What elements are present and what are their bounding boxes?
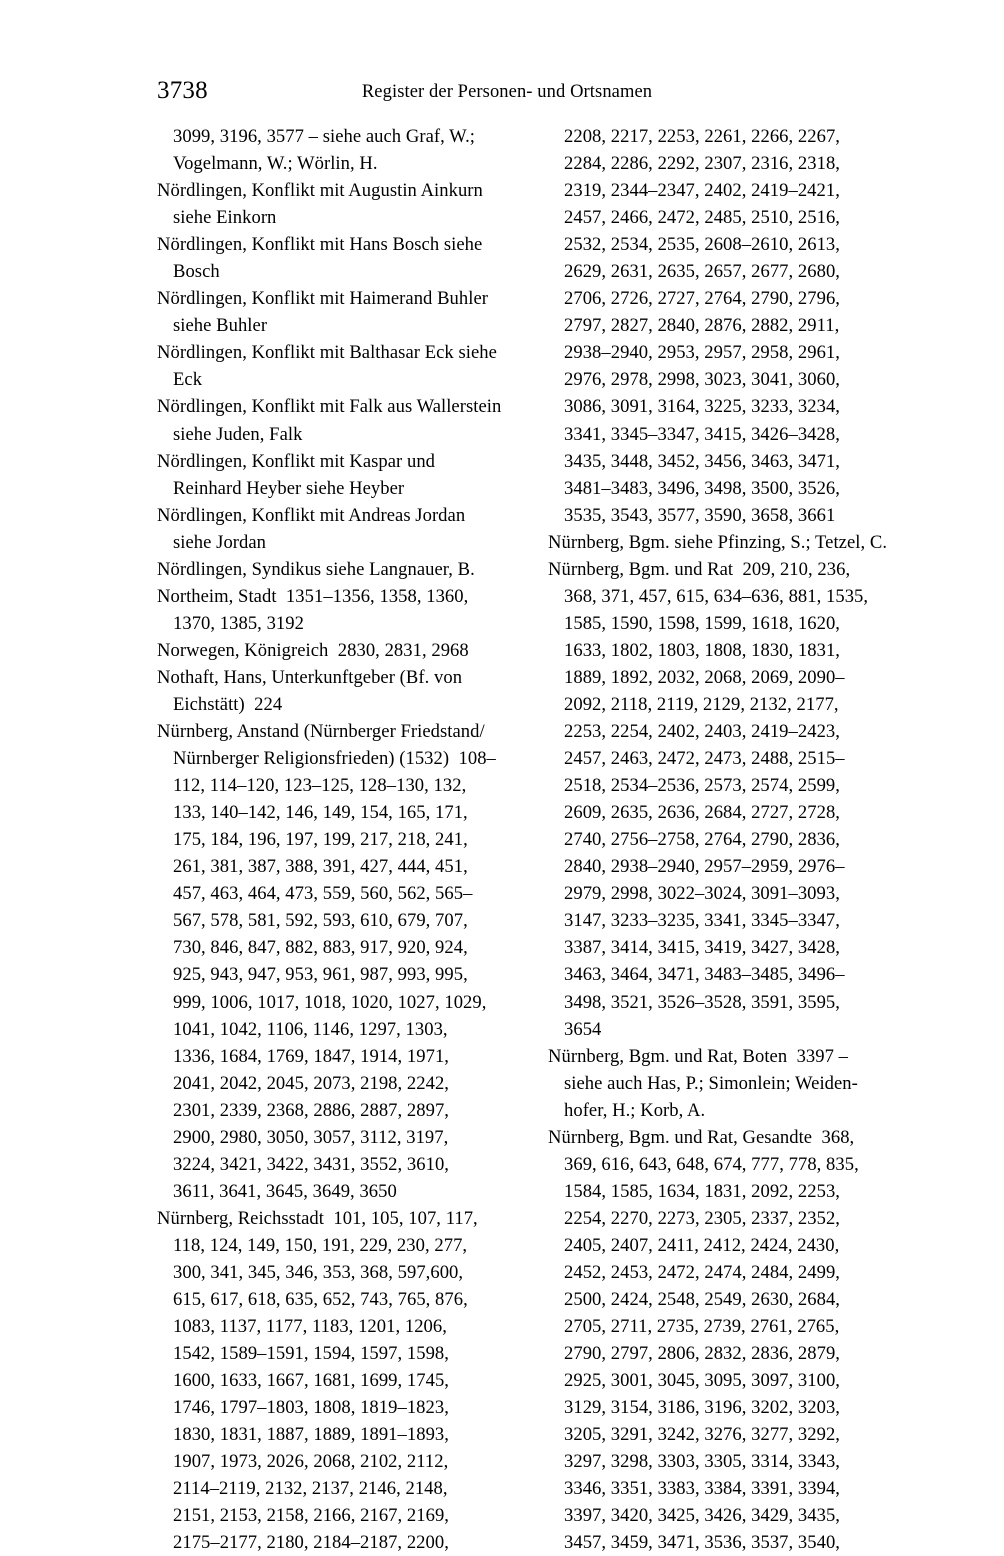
- index-entry-headword-line: Nürnberg, Bgm. und Rat 209, 210, 236,: [548, 558, 851, 580]
- index-entry-continuation-line: 300, 341, 345, 346, 353, 368, 597,600,: [173, 1261, 464, 1283]
- index-entry-continuation-line: 3297, 3298, 3303, 3305, 3314, 3343,: [564, 1451, 841, 1473]
- index-entry: [157, 718, 527, 1205]
- index-entry-continuation-line: 2452, 2453, 2472, 2474, 2484, 2499,: [564, 1261, 841, 1283]
- index-entry: [157, 556, 527, 583]
- index-entry-continuation-line: 1083, 1137, 1177, 1183, 1201, 1206,: [173, 1316, 447, 1338]
- index-entry-continuation-line: 2740, 2756–2758, 2764, 2790, 2836,: [564, 829, 840, 851]
- index-entry-continuation-line: siehe Buhler: [173, 315, 268, 337]
- index-entry-continuation-line: 112, 114–120, 123–125, 128–130, 132,: [173, 775, 467, 797]
- index-entry-continuation-line: 2457, 2463, 2472, 2473, 2488, 2515–: [564, 748, 845, 770]
- index-entry-continuation-line: Eck: [173, 369, 203, 391]
- index-entry-continuation-line: 2151, 2153, 2158, 2166, 2167, 2169,: [173, 1505, 450, 1527]
- index-entry-continuation-line: 175, 184, 196, 197, 199, 217, 218, 241,: [173, 829, 468, 851]
- index-entry-continuation-line: 615, 617, 618, 635, 652, 743, 765, 876,: [173, 1289, 468, 1311]
- index-entry-continuation-line: 3346, 3351, 3383, 3384, 3391, 3394,: [564, 1478, 841, 1500]
- page-number: 3738: [157, 77, 208, 104]
- index-entry: [157, 177, 527, 231]
- index-entry-continuation-line: 3457, 3459, 3471, 3536, 3537, 3540,: [564, 1532, 841, 1554]
- index-entry-continuation-line: 3397, 3420, 3425, 3426, 3429, 3435,: [564, 1505, 841, 1527]
- index-entry-continuation-line: 457, 463, 464, 473, 559, 560, 562, 565–: [173, 883, 473, 905]
- index-entry-continuation-line: 2797, 2827, 2840, 2876, 2882, 2911,: [564, 315, 840, 337]
- index-entry-headword-line: Norwegen, Königreich 2830, 2831, 2968: [157, 639, 469, 661]
- index-entry-continuation-line: 2175–2177, 2180, 2184–2187, 2200,: [173, 1532, 449, 1554]
- index-entry-headword-line: Nördlingen, Konflikt mit Hans Bosch siehe: [157, 234, 483, 256]
- index-entry-continuation-line: 2705, 2711, 2735, 2739, 2761, 2765,: [564, 1316, 840, 1338]
- index-entry-continuation-line: Nürnberger Religionsfrieden) (1532) 108–: [173, 748, 496, 770]
- index-entry-continuation-line: 2319, 2344–2347, 2402, 2419–2421,: [564, 180, 840, 202]
- index-entry: [157, 502, 527, 556]
- index-entry: [548, 1043, 918, 1124]
- index-entry-headword-line: Nördlingen, Konflikt mit Augustin Ainkurn: [157, 180, 483, 202]
- index-entry-continuation-line: 567, 578, 581, 592, 593, 610, 679, 707,: [173, 910, 468, 932]
- index-entry-continuation-line: 1633, 1802, 1803, 1808, 1830, 1831,: [564, 639, 841, 661]
- index-entry-continuation-line: 3535, 3543, 3577, 3590, 3658, 3661: [564, 504, 836, 526]
- index-entry-continuation-line: 2706, 2726, 2727, 2764, 2790, 2796,: [564, 288, 841, 310]
- index-entry-continuation-line: 1585, 1590, 1598, 1599, 1618, 1620,: [564, 612, 841, 634]
- index-entry-continuation-line: 730, 846, 847, 882, 883, 917, 920, 924,: [173, 937, 468, 959]
- index-entry-continuation-line: siehe auch Has, P.; Simonlein; Weiden-: [564, 1072, 858, 1094]
- index-entry: [157, 1205, 527, 1556]
- index-entry-headword-line: 2208, 2217, 2253, 2261, 2266, 2267,: [564, 126, 841, 147]
- index-entry-continuation-line: 2284, 2286, 2292, 2307, 2316, 2318,: [564, 153, 841, 175]
- index-entry-continuation-line: 2629, 2631, 2635, 2657, 2677, 2680,: [564, 261, 841, 283]
- index-entry-continuation-line: 925, 943, 947, 953, 961, 987, 993, 995,: [173, 964, 468, 986]
- index-entry-continuation-line: Vogelmann, W.; Wörlin, H.: [173, 153, 378, 175]
- index-entry: [548, 529, 918, 556]
- index-entry-headword-line: Nördlingen, Konflikt mit Haimerand Buhler: [157, 288, 488, 310]
- index-entry-continuation-line: 2840, 2938–2940, 2957–2959, 2976–: [564, 856, 845, 878]
- index-entry-headword-line: 3099, 3196, 3577 – siehe auch Graf, W.;: [173, 126, 475, 147]
- index-entry-continuation-line: 3086, 3091, 3164, 3225, 3233, 3234,: [564, 396, 841, 418]
- index-entry-continuation-line: 2609, 2635, 2636, 2684, 2727, 2728,: [564, 802, 841, 824]
- index-entry: [157, 583, 527, 637]
- index-entry-continuation-line: 1889, 1892, 2032, 2068, 2069, 2090–: [564, 666, 845, 688]
- index-entry-continuation-line: 2900, 2980, 3050, 3057, 3112, 3197,: [173, 1126, 449, 1148]
- index-entry-continuation-line: 2925, 3001, 3045, 3095, 3097, 3100,: [564, 1370, 841, 1392]
- index-entry-continuation-line: 3481–3483, 3496, 3498, 3500, 3526,: [564, 477, 840, 499]
- index-entry-continuation-line: siehe Juden, Falk: [173, 423, 303, 445]
- index-entry-continuation-line: 3224, 3421, 3422, 3431, 3552, 3610,: [173, 1153, 450, 1175]
- index-entry-continuation-line: 2500, 2424, 2548, 2549, 2630, 2684,: [564, 1289, 841, 1311]
- index-entry-continuation-line: 3498, 3521, 3526–3528, 3591, 3595,: [564, 991, 840, 1013]
- index-entry-continuation-line: 2938–2940, 2953, 2957, 2958, 2961,: [564, 342, 840, 364]
- index-entry-continuation-line: 3341, 3345–3347, 3415, 3426–3428,: [564, 423, 840, 445]
- index-entry: [548, 1124, 918, 1556]
- index-entry-continuation-line: 3387, 3414, 3415, 3419, 3427, 3428,: [564, 937, 841, 959]
- index-column-right: [548, 123, 918, 1556]
- index-entry-continuation-line: 1336, 1684, 1769, 1847, 1914, 1971,: [173, 1045, 450, 1067]
- index-entry-continued: [157, 123, 527, 177]
- index-entry-continuation-line: siehe Jordan: [173, 531, 267, 553]
- index-entry-continuation-line: 2405, 2407, 2411, 2412, 2424, 2430,: [564, 1234, 840, 1256]
- index-entry-continuation-line: 3147, 3233–3235, 3341, 3345–3347,: [564, 910, 840, 932]
- index-entry-continuation-line: 261, 381, 387, 388, 391, 427, 444, 451,: [173, 856, 468, 878]
- index-entry-headword-line: Nördlingen, Konflikt mit Falk aus Wallerstein: [157, 396, 502, 418]
- index-entry-headword-line: Nördlingen, Konflikt mit Andreas Jordan: [157, 504, 466, 526]
- index-entry-continuation-line: 118, 124, 149, 150, 191, 229, 230, 277,: [173, 1234, 468, 1256]
- index-entry-continuation-line: siehe Einkorn: [173, 207, 277, 229]
- index-entry-headword-line: Nördlingen, Konflikt mit Balthasar Eck siehe: [157, 342, 497, 364]
- index-entry-continuation-line: 369, 616, 643, 648, 674, 777, 778, 835,: [564, 1153, 859, 1175]
- index-entry-continuation-line: 3129, 3154, 3186, 3196, 3202, 3203,: [564, 1397, 841, 1419]
- index-entry-continuation-line: 133, 140–142, 146, 149, 154, 165, 171,: [173, 802, 468, 824]
- index-entry-continuation-line: 2457, 2466, 2472, 2485, 2510, 2516,: [564, 207, 841, 229]
- index-entry: [157, 231, 527, 285]
- index-entry-continuation-line: 2253, 2254, 2402, 2403, 2419–2423,: [564, 721, 840, 743]
- index-entry-continuation-line: 3463, 3464, 3471, 3483–3485, 3496–: [564, 964, 845, 986]
- index-entry-headword-line: Northeim, Stadt 1351–1356, 1358, 1360,: [157, 585, 469, 607]
- index-entry-continuation-line: 2114–2119, 2132, 2137, 2146, 2148,: [173, 1478, 448, 1500]
- index-entry-continuation-line: 368, 371, 457, 615, 634–636, 881, 1535,: [564, 585, 869, 607]
- running-head: [157, 76, 857, 106]
- index-entry-continuation-line: Bosch: [173, 261, 220, 283]
- index-entry-headword-line: Nördlingen, Konflikt mit Kaspar und: [157, 450, 436, 472]
- index-entry-continuation-line: 2041, 2042, 2045, 2073, 2198, 2242,: [173, 1072, 450, 1094]
- index-entry-continuation-line: 1584, 1585, 1634, 1831, 2092, 2253,: [564, 1180, 841, 1202]
- index-entry-continuation-line: 1600, 1633, 1667, 1681, 1699, 1745,: [173, 1370, 450, 1392]
- index-entry: [157, 448, 527, 502]
- index-column-left: [157, 123, 527, 1556]
- index-entry-continuation-line: 2092, 2118, 2119, 2129, 2132, 2177,: [564, 693, 839, 715]
- running-head-title: Register der Personen- und Ortsnamen: [361, 82, 653, 102]
- index-entry-continuation-line: Eichstätt) 224: [173, 693, 283, 715]
- index-entry-continuation-line: 2979, 2998, 3022–3024, 3091–3093,: [564, 883, 840, 905]
- index-entry-continuation-line: 2790, 2797, 2806, 2832, 2836, 2879,: [564, 1343, 841, 1365]
- index-entry-continuation-line: 3611, 3641, 3645, 3649, 3650: [173, 1180, 397, 1202]
- index-entry-headword-line: Nürnberg, Anstand (Nürnberger Friedstand/: [157, 721, 485, 743]
- index-entry: [157, 664, 527, 718]
- index-entry-continuation-line: 3654: [564, 1018, 602, 1040]
- index-entry-continuation-line: 1542, 1589–1591, 1594, 1597, 1598,: [173, 1343, 449, 1365]
- index-entry-continuation-line: 1746, 1797–1803, 1808, 1819–1823,: [173, 1397, 449, 1419]
- index-entry-continued: [548, 123, 918, 529]
- index-entry: [157, 393, 527, 447]
- index-entry-continuation-line: 1041, 1042, 1106, 1146, 1297, 1303,: [173, 1018, 448, 1040]
- index-entry-headword-line: Nördlingen, Syndikus siehe Langnauer, B.: [157, 558, 475, 580]
- index-entry-continuation-line: 3435, 3448, 3452, 3456, 3463, 3471,: [564, 450, 841, 472]
- index-entry-continuation-line: 3205, 3291, 3242, 3276, 3277, 3292,: [564, 1424, 841, 1446]
- index-entry-continuation-line: 1907, 1973, 2026, 2068, 2102, 2112,: [173, 1451, 449, 1473]
- index-entry-headword-line: Nürnberg, Bgm. und Rat, Gesandte 368,: [548, 1126, 855, 1148]
- index-entry: [548, 556, 918, 1043]
- index-entry-headword-line: Nürnberg, Bgm. und Rat, Boten 3397 –: [548, 1045, 849, 1067]
- index-entry-continuation-line: 2254, 2270, 2273, 2305, 2337, 2352,: [564, 1207, 841, 1229]
- index-entry-continuation-line: 1370, 1385, 3192: [173, 612, 304, 634]
- index-entry-continuation-line: 1830, 1831, 1887, 1889, 1891–1893,: [173, 1424, 449, 1446]
- index-entry-continuation-line: 2532, 2534, 2535, 2608–2610, 2613,: [564, 234, 840, 256]
- index-entry-continuation-line: 2301, 2339, 2368, 2886, 2887, 2897,: [173, 1099, 450, 1121]
- index-entry-headword-line: Nürnberg, Reichsstadt 101, 105, 107, 117,: [157, 1207, 478, 1229]
- index-entry-continuation-line: hofer, H.; Korb, A.: [564, 1099, 706, 1121]
- index-entry: [157, 339, 527, 393]
- index-entry-continuation-line: 2518, 2534–2536, 2573, 2574, 2599,: [564, 775, 840, 797]
- index-entry: [157, 637, 527, 664]
- index-entry: [157, 285, 527, 339]
- index-entry-continuation-line: 2976, 2978, 2998, 3023, 3041, 3060,: [564, 369, 841, 391]
- index-entry-headword-line: Nothaft, Hans, Unterkunftgeber (Bf. von: [157, 666, 463, 688]
- index-entry-headword-line: Nürnberg, Bgm. siehe Pfinzing, S.; Tetzel, C.: [548, 531, 888, 553]
- index-entry-continuation-line: Reinhard Heyber siehe Heyber: [173, 477, 405, 499]
- index-entry-continuation-line: 999, 1006, 1017, 1018, 1020, 1027, 1029,: [173, 991, 487, 1013]
